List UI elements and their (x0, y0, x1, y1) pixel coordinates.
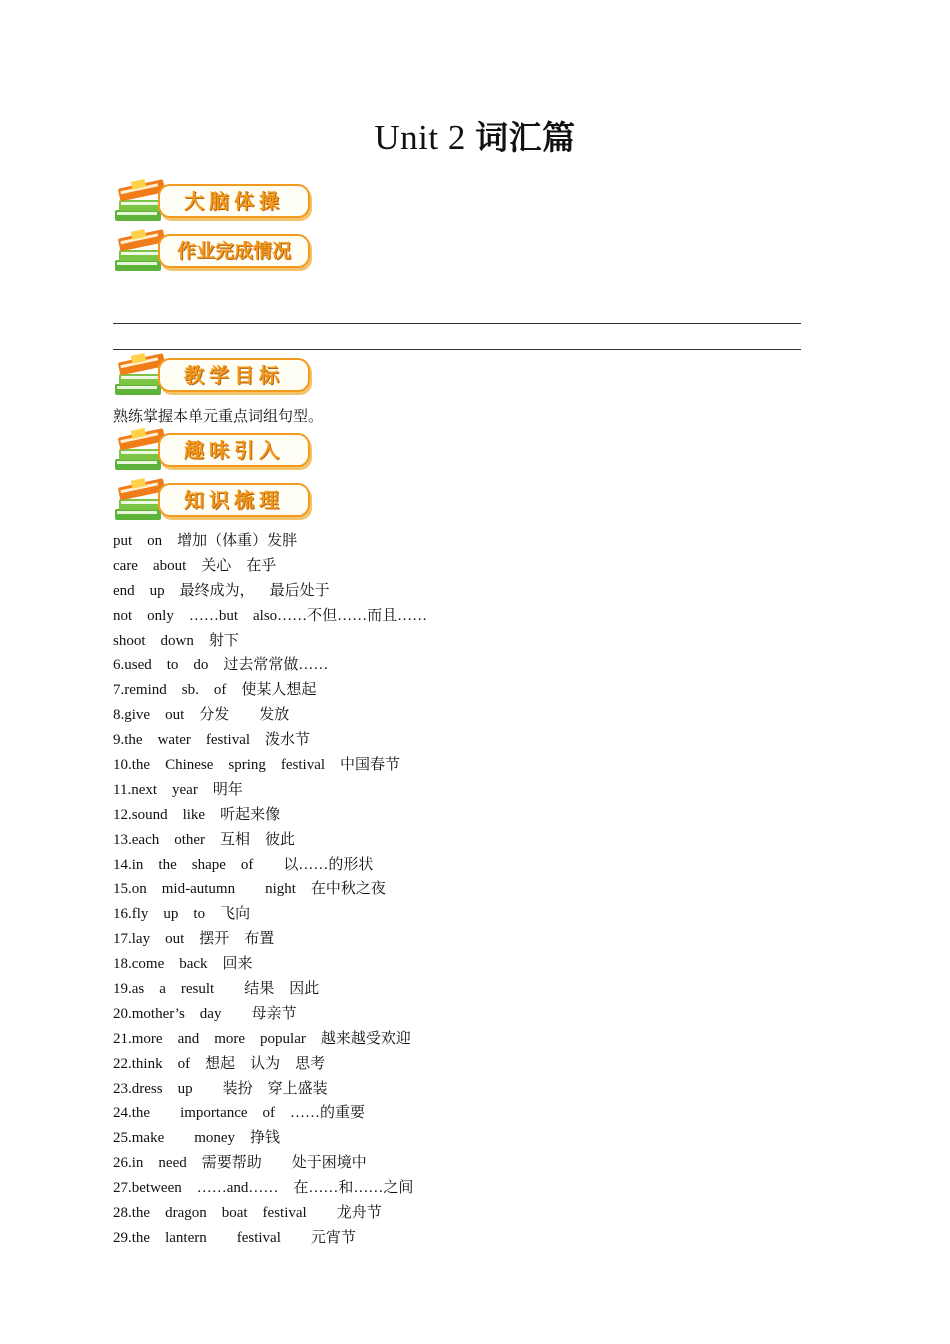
page-title (0, 112, 950, 159)
list-item: care about 关心 在乎 (113, 557, 277, 574)
answer-line (113, 323, 801, 324)
list-item: 18.come back 回来 (113, 956, 253, 973)
banner-label: 大脑体操 (158, 184, 310, 218)
list-item: 24.the importance of ……的重要 (113, 1105, 366, 1122)
list-item: 6.used to do 过去常常做…… (113, 657, 329, 674)
list-item: 23.dress up 装扮 穿上盛装 (113, 1080, 328, 1097)
list-item: 8.give out 分发 发放 (113, 707, 290, 724)
list-item: 20.mother’s day 母亲节 (113, 1005, 297, 1022)
list-item: 15.on mid-autumn night 在中秋之夜 (113, 881, 386, 898)
list-item: 28.the dragon boat festival 龙舟节 (113, 1205, 382, 1222)
banner-label: 趣味引入 (158, 433, 310, 467)
banner-label: 作业完成情况 (158, 234, 310, 268)
page-title-cn: 词汇篇 (475, 118, 576, 157)
banner-homework-status (113, 228, 313, 276)
list-item: 12.sound like 听起来像 (113, 806, 281, 823)
page-title-en: Unit 2 (374, 118, 466, 157)
list-item: 14.in the shape of 以……的形状 (113, 856, 374, 873)
list-item: 11.next year 明年 (113, 781, 243, 798)
list-item: 17.lay out 摆开 布置 (113, 931, 275, 948)
answer-line (113, 349, 801, 350)
list-item: put on 增加（体重）发胖 (113, 533, 298, 549)
list-item: 10.the Chinese spring festival 中国春节 (113, 757, 401, 774)
list-item: 9.the water festival 泼水节 (113, 732, 311, 749)
banner-brain-exercise (113, 178, 313, 226)
banner-label: 教学目标 (158, 358, 310, 392)
vocab-list (113, 529, 427, 1251)
list-item: 7.remind sb. of 使某人想起 (113, 682, 317, 699)
banner-label: 知识梳理 (158, 483, 310, 517)
list-item: 21.more and more popular 越来越受欢迎 (113, 1030, 411, 1047)
list-item: shoot down 射下 (113, 632, 239, 649)
list-item: 29.the lantern festival 元宵节 (113, 1229, 356, 1246)
list-item: 22.think of 想起 认为 思考 (113, 1055, 326, 1072)
list-item: 26.in need 需要帮助 处于困境中 (113, 1155, 367, 1172)
teaching-goal-text: 熟练掌握本单元重点词组句型。 (113, 409, 324, 425)
list-item: 25.make money 挣钱 (113, 1130, 281, 1147)
list-item: 27.between ……and…… 在……和……之间 (113, 1180, 414, 1197)
banner-teaching-goal (113, 352, 313, 400)
list-item: 19.as a result 结果 因此 (113, 981, 320, 998)
banner-knowledge-review (113, 477, 313, 525)
list-item: not only ……but also……不但……而且…… (113, 607, 428, 624)
list-item: 13.each other 互相 彼此 (113, 831, 296, 848)
banner-fun-intro (113, 427, 313, 475)
list-item: 16.fly up to 飞向 (113, 906, 251, 923)
list-item: end up 最终成为， 最后处于 (113, 582, 330, 599)
